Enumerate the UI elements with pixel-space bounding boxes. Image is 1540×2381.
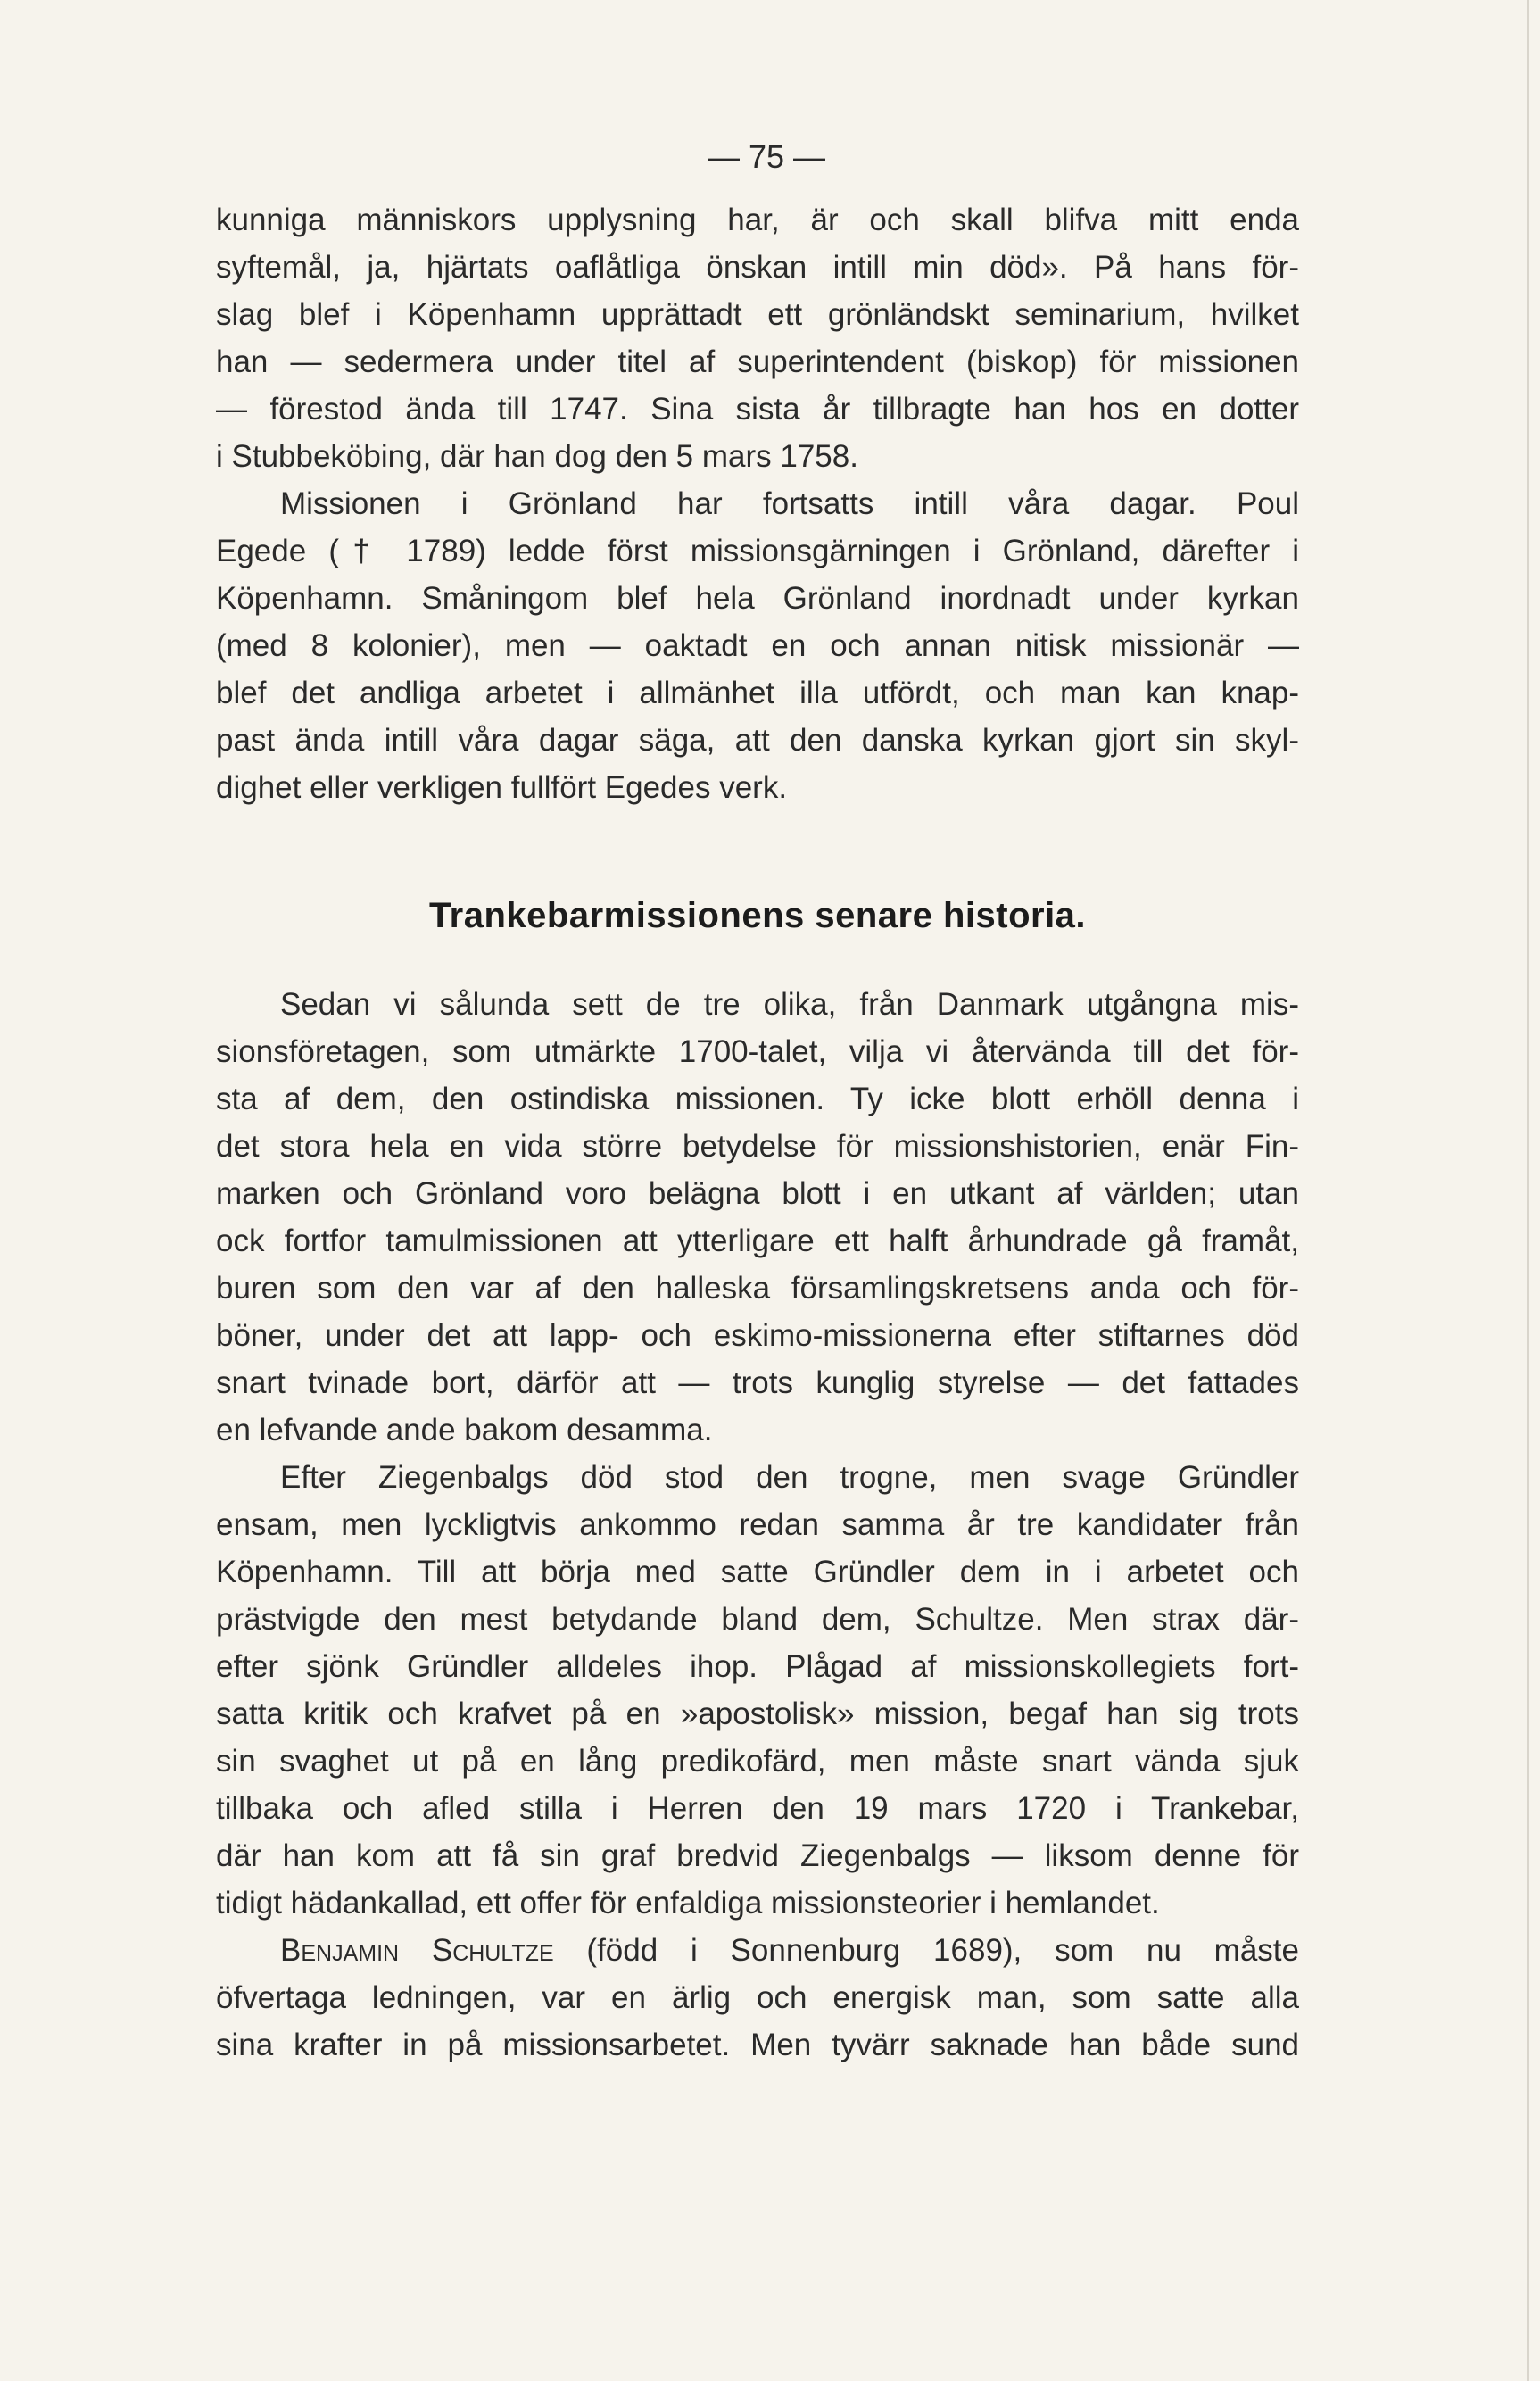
text-line: öfvertaga ledningen, var en ärlig och energisk man, som satte alla [216, 1980, 1299, 2015]
text-line: Sedan vi sålunda sett de tre olika, från Danmark utgångna mis- [280, 987, 1299, 1022]
text-line: Missionen i Grönland har fortsatts intill våra dagar. Poul [280, 486, 1299, 521]
text-line: sina krafter in på missionsarbetet. Men tyvärr saknade han både sund [216, 2028, 1299, 2062]
text-line: prästvigde den mest betydande bland dem, Schultze. Men strax där- [216, 1602, 1299, 1637]
text-line: satta kritik och krafvet på en »apostolisk» mission, begaf han sig trots [216, 1697, 1299, 1731]
text-line: ensam, men lyckligtvis ankommo redan samma år tre kandidater från [216, 1507, 1299, 1542]
text-line: past ända intill våra dagar säga, att den danska kyrkan gjort sin skyl- [216, 723, 1299, 758]
text-line: en lefvande ande bakom desamma. [216, 1413, 713, 1448]
text-line: — förestod ända till 1747. Sina sista år tillbragte han hos en dotter [216, 392, 1299, 427]
text-line: Efter Ziegenbalgs död stod den trogne, men svage Gründler [280, 1460, 1299, 1495]
paragraph-2 [216, 480, 1299, 811]
text-line: böner, under det att lapp- och eskimo-missionerna efter stiftarnes död [216, 1318, 1299, 1353]
text-line: Egede († 1789) ledde först missionsgärningen i Grönland, därefter i [216, 534, 1299, 568]
text-line: marken och Grönland voro belägna blott i en utkant af världen; utan [216, 1176, 1299, 1211]
text-line: sin svaghet ut på en lång predikofärd, men måste snart vända sjuk [216, 1744, 1299, 1779]
text-line: sta af dem, den ostindiska missionen. Ty icke blott erhöll denna i [216, 1082, 1299, 1116]
person-name: Benjamin Schultze [280, 1933, 554, 1968]
paragraph-1 [216, 196, 1299, 480]
text-line: sionsföretagen, som utmärkte 1700-talet, vilja vi återvända till det för- [216, 1034, 1299, 1069]
text-line [216, 1927, 1299, 1974]
text-line: syftemål, ja, hjärtats oaflåtliga önskan intill min död». På hans för- [216, 250, 1299, 285]
text-line: ock fortfor tamulmissionen att ytterligare ett halft århundrade gå framåt, [216, 1224, 1299, 1258]
text-line: (med 8 kolonier), men — oaktadt en och annan nitisk missionär — [216, 628, 1299, 663]
text-line: snart tvinade bort, därför att — trots kunglig styrelse — det fattades [216, 1365, 1299, 1400]
text-column [216, 132, 1299, 2069]
page-number: — 75 — [707, 138, 826, 175]
text-line: buren som den var af den halleska församlingskretsens anda och för- [216, 1271, 1299, 1306]
text-line: i Stubbeköbing, där han dog den 5 mars 1758. [216, 439, 858, 474]
text-line: det stora hela en vida större betydelse för missionshistorien, enär Fin- [216, 1129, 1299, 1164]
text-line: där han kom att få sin graf bredvid Ziegenbalgs — liksom denne för [216, 1838, 1299, 1873]
text-fragment: (född i Sonnenburg 1689), som nu måste [553, 1933, 1299, 1968]
text-line: blef det andliga arbetet i allmänhet illa utfördt, och man kan knap- [216, 676, 1299, 710]
text-line: Köpenhamn. Till att börja med satte Gründler dem in i arbetet och [216, 1555, 1299, 1589]
text-line: Köpenhamn. Småningom blef hela Grönland inordnadt under kyrkan [216, 581, 1299, 616]
paragraph-3 [216, 981, 1299, 1454]
text-line: han — sedermera under titel af superintendent (biskop) för missionen [216, 344, 1299, 379]
text-line: dighet eller verkligen fullfört Egedes verk. [216, 770, 788, 805]
paragraph-5 [216, 1927, 1299, 2069]
section-heading: Trankebarmissionens senare historia. [428, 896, 1087, 935]
text-line: kunniga människors upplysning har, är och skall blifva mitt enda [216, 203, 1299, 237]
text-line: tillbaka och afled stilla i Herren den 19 mars 1720 i Trankebar, [216, 1791, 1299, 1826]
text-line: efter sjönk Gründler alldeles ihop. Plågad af missionskollegiets fort- [216, 1649, 1299, 1684]
paragraph-4 [216, 1454, 1299, 1927]
text-line: slag blef i Köpenhamn upprättadt ett grönländskt seminarium, hvilket [216, 297, 1299, 332]
page-edge-shadow [1527, 0, 1529, 2381]
text-line: tidigt hädankallad, ett offer för enfaldiga missionsteorier i hemlandet. [216, 1886, 1160, 1921]
